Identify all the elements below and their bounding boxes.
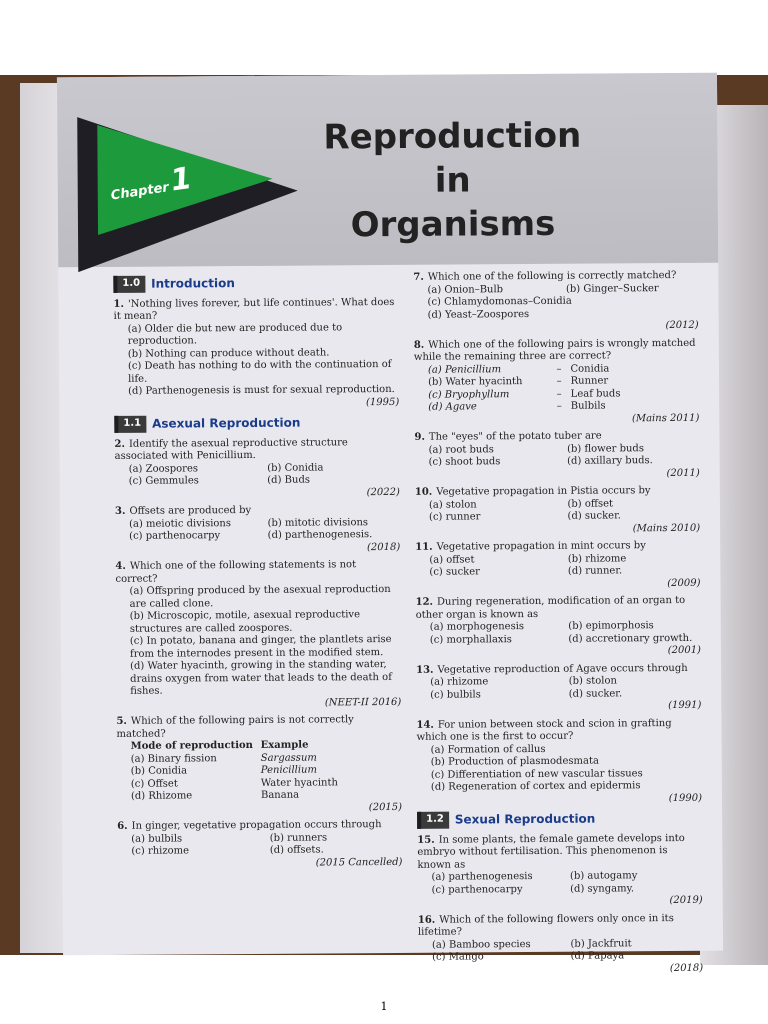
option: (a) bulbils xyxy=(131,832,183,845)
section-heading xyxy=(113,274,398,292)
table-row: (c) Offset Water hyacinth xyxy=(130,776,338,790)
option: (b) mitotic divisions xyxy=(267,516,369,529)
option: (a) Bamboo species xyxy=(431,938,531,951)
question-year: (1991) xyxy=(668,699,702,712)
question-number: 8. xyxy=(413,339,425,351)
section-title: Asexual Reproduction xyxy=(152,415,301,431)
book-page xyxy=(57,73,723,974)
question-text: Which one of the following is correctly matched? xyxy=(427,269,677,283)
option: (c) Chlamydomonas–Conidia xyxy=(427,295,572,308)
section-number: 1.1 xyxy=(114,416,146,433)
table-header: Example xyxy=(260,739,309,751)
question-number: 11. xyxy=(415,541,433,553)
question-number: 10. xyxy=(414,486,433,498)
question-13 xyxy=(416,662,701,714)
question-11 xyxy=(415,540,700,592)
option: (d) sucker. xyxy=(567,510,621,522)
question-year: (2001) xyxy=(667,644,701,657)
question-text: For union between stock and scion in grafting which one is the first to occur? xyxy=(416,717,672,743)
question-number: 16. xyxy=(417,914,436,926)
page-number: 1 xyxy=(380,1000,388,1013)
option: (d) Water hyacinth, growing in the standing water, drains oxygen from water that leads to the death of fishes. xyxy=(130,659,392,697)
option: (c) morphallaxis xyxy=(429,633,512,646)
question-text: Which one of the following pairs is wrongly matched while the remaining three are correct? xyxy=(413,337,696,363)
section-title: Introduction xyxy=(151,276,235,291)
question-text: Which of the following flowers only once in its lifetime? xyxy=(417,912,674,938)
question-text: Offsets are produced by xyxy=(129,504,252,517)
question-year: (1995) xyxy=(365,396,400,408)
question-number: 12. xyxy=(415,596,434,608)
question-16 xyxy=(418,912,703,976)
question-15 xyxy=(417,832,703,909)
question-1 xyxy=(113,296,399,410)
option: (a) Zoospores xyxy=(128,462,199,475)
option: (d) parthenogenesis. xyxy=(267,529,373,541)
question-text: In some plants, the female gamete develops into embryo without fertilisation. This phenomenon is known as xyxy=(417,832,685,871)
option: (b) rhizome xyxy=(567,552,627,565)
question-14 xyxy=(416,717,702,806)
option: (b) Microscopic, motile, asexual reproductive structures are called zoospores. xyxy=(129,609,361,635)
option: (a) parthenogenesis xyxy=(431,871,533,883)
option: (d) sucker. xyxy=(568,687,623,700)
question-3 xyxy=(115,504,400,556)
option: (b) Nothing can produce without death. xyxy=(127,346,330,360)
right-column xyxy=(413,268,703,982)
question-number: 7. xyxy=(413,271,424,283)
question-year: (2018) xyxy=(669,962,704,974)
question-number: 15. xyxy=(417,834,435,846)
question-year: (2022) xyxy=(366,486,400,498)
option: (a) root buds xyxy=(428,443,494,456)
table-row: (b) Conidia Penicillium xyxy=(130,764,317,777)
section-title: Sexual Reproduction xyxy=(454,811,596,827)
question-text: 'Nothing lives forever, but life continues'. What does it mean? xyxy=(113,296,395,322)
question-number: 13. xyxy=(416,664,434,676)
option: (c) rhizome xyxy=(131,845,190,857)
option: (c) Differentiation of new vascular tissues xyxy=(430,767,643,781)
table-row: (d) Rhizome Banana xyxy=(130,789,300,802)
option: (b) flower buds xyxy=(567,442,644,455)
option: (a) morphogenesis xyxy=(429,621,525,633)
option: (c) bulbils xyxy=(430,688,481,701)
book-photo xyxy=(0,75,768,974)
question-number: 2. xyxy=(114,438,125,450)
question-text: In ginger, vegetative propagation occurs through xyxy=(131,819,382,832)
option: (a) Older die but new are produced due to reproduction. xyxy=(127,321,343,347)
question-year: (Mains 2011) xyxy=(631,412,700,424)
pair-list: (a) Penicillium – Conidia (b) Water hyacinth – Runner (c) Bryophyllum – Leaf buds (d) Agave – Bulbils xyxy=(427,362,621,413)
section-number: 1.0 xyxy=(113,276,145,293)
option: (c) runner xyxy=(428,511,481,523)
option: (c) Death has nothing to do with the continuation of life. xyxy=(127,358,392,385)
option: (c) In potato, banana and ginger, the plantlets arise from the internodes present in the modified stem. xyxy=(129,633,392,660)
option: (a) stolon xyxy=(428,498,477,511)
match-table xyxy=(117,739,402,803)
question-text: Identify the asexual reproductive structure associated with Penicillium. xyxy=(114,436,348,462)
question-2 xyxy=(114,436,399,500)
question-5 xyxy=(116,714,402,816)
question-text: Vegetative propagation in Pistia occurs by xyxy=(436,485,651,498)
question-text: During regeneration, modification of an organ to other organ is known as xyxy=(415,594,686,621)
question-text: Which of the following pairs is not correctly matched? xyxy=(116,714,354,740)
question-year: (2018) xyxy=(366,541,401,553)
option: (c) shoot buds xyxy=(428,456,501,468)
option: (a) meiotic divisions xyxy=(129,517,232,530)
option: (b) offset xyxy=(567,497,614,510)
question-year: (2012) xyxy=(665,319,699,332)
question-year: (2015) xyxy=(368,801,403,813)
option: (a) offset xyxy=(429,553,475,566)
option: (d) Papaya xyxy=(570,950,625,962)
option: (a) Offspring produced by the asexual reproduction are called clone. xyxy=(129,583,391,610)
question-6 xyxy=(117,819,402,871)
chapter-number: 1 xyxy=(168,160,195,199)
question-number: 1. xyxy=(113,298,125,310)
option: (c) parthenocarpy xyxy=(129,530,221,542)
chapter-title-line1: Reproduction in xyxy=(323,115,582,201)
option: (b) runners xyxy=(269,831,328,844)
option: (d) axillary buds. xyxy=(567,455,653,467)
table-row: (a) Binary fission Sargassum xyxy=(130,752,317,765)
option: (b) autogamy xyxy=(569,870,638,882)
question-4 xyxy=(115,559,401,711)
chapter-title-line2: Organisms xyxy=(350,203,556,246)
option: (d) Regeneration of cortex and epidermis xyxy=(430,780,641,793)
option: (c) sucker xyxy=(429,566,480,578)
question-number: 3. xyxy=(114,505,126,517)
chapter-title xyxy=(302,114,603,248)
option: (d) Buds xyxy=(267,474,311,486)
option: (a) rhizome xyxy=(430,676,489,688)
option: (b) epimorphosis xyxy=(568,620,654,632)
question-year: (Mains 2010) xyxy=(632,522,701,534)
option: (b) Conidia xyxy=(267,461,324,474)
option: (d) Parthenogenesis is must for sexual reproduction. xyxy=(128,383,395,397)
option: (c) Mango xyxy=(432,951,484,963)
option: (b) Production of plasmodesmata xyxy=(430,755,599,768)
question-9 xyxy=(414,430,699,482)
question-number: 4. xyxy=(115,560,126,572)
question-year: (NEET-II 2016) xyxy=(324,696,402,708)
question-number: 5. xyxy=(116,715,127,727)
question-10 xyxy=(415,485,700,537)
question-year: (2019) xyxy=(669,894,703,907)
option: (d) offsets. xyxy=(269,844,324,856)
option: (d) syngamy. xyxy=(570,882,635,895)
question-year: (2009) xyxy=(667,577,701,589)
question-text: Vegetative propagation in mint occurs by xyxy=(436,540,646,553)
question-text: The "eyes" of the potato tuber are xyxy=(428,430,602,443)
option: (a) Formation of callus xyxy=(430,743,546,756)
question-12 xyxy=(416,595,701,659)
question-8 xyxy=(414,337,700,426)
option: (c) parthenocarpy xyxy=(431,883,523,896)
question-number: 14. xyxy=(416,719,434,731)
question-number: 6. xyxy=(117,820,128,832)
question-year: (2015 Cancelled) xyxy=(315,856,403,869)
option: (b) stolon xyxy=(568,675,617,687)
option: (c) Gemmules xyxy=(128,475,199,487)
option: (b) Ginger–Sucker xyxy=(565,282,659,295)
chapter-label: Chapter xyxy=(109,180,170,204)
section-heading xyxy=(417,810,702,828)
section-heading xyxy=(114,414,399,432)
option: (a) Onion–Bulb xyxy=(427,283,504,296)
option: (b) Jackfruit xyxy=(570,937,632,950)
option: (d) accretionary growth. xyxy=(568,632,693,645)
left-column xyxy=(113,270,402,876)
question-year: (1990) xyxy=(668,792,703,804)
question-text: Which one of the following statements is not correct? xyxy=(115,559,357,585)
question-text: Vegetative reproduction of Agave occurs through xyxy=(437,662,688,676)
question-7 xyxy=(413,270,698,334)
option: (d) Yeast–Zoospores xyxy=(427,308,530,321)
question-number: 9. xyxy=(414,431,425,443)
page-content xyxy=(113,268,704,974)
question-year: (2011) xyxy=(666,467,700,479)
table-header: Mode of reproduction xyxy=(130,739,253,752)
section-number: 1.2 xyxy=(417,812,449,829)
option: (d) runner. xyxy=(567,565,623,577)
